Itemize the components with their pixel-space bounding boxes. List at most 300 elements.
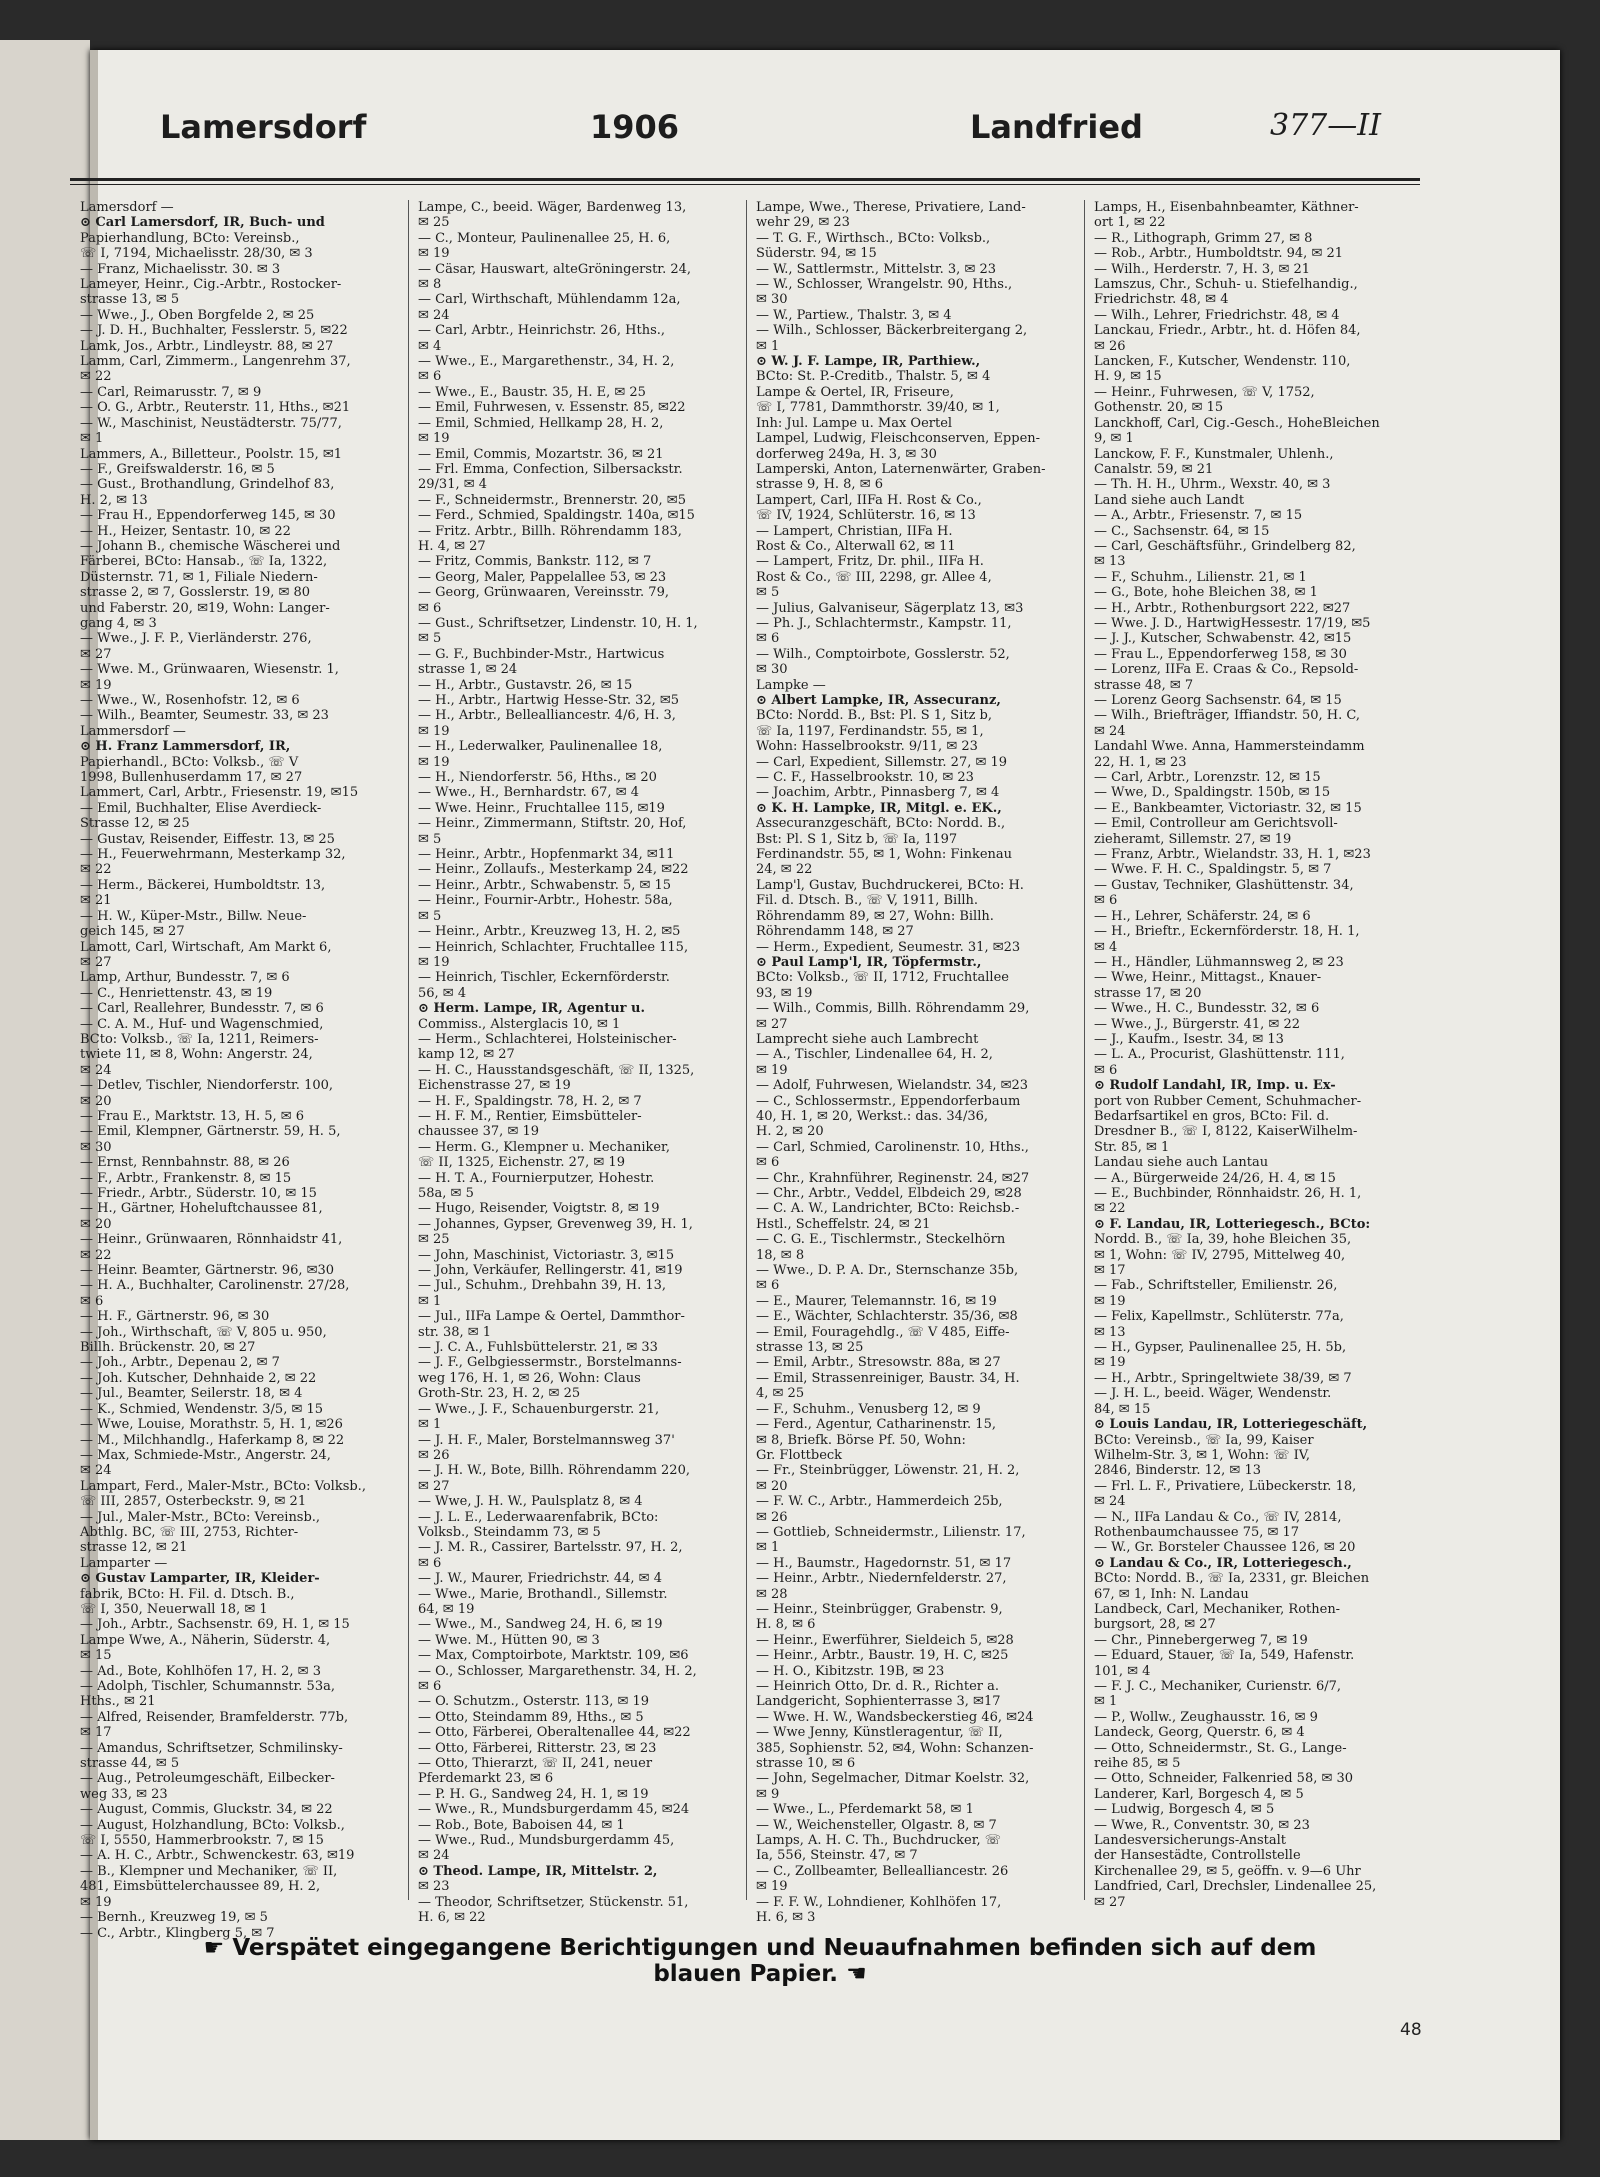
directory-entry-line: BCto: Vereinsb., ☏ Ia, 99, Kaiser	[1094, 1432, 1314, 1448]
directory-entry-line: — Heinr., Ewerführer, Sieldeich 5, ✉28	[756, 1632, 1014, 1648]
directory-entry-line: strasse 17, ✉ 20	[1094, 985, 1202, 1001]
directory-entry-line: — Lampert, Christian, IIFa H.	[756, 523, 953, 539]
directory-entry-line: strasse 9, H. 8, ✉ 6	[756, 477, 883, 493]
directory-entry-line: — T. G. F., Wirthsch., BCto: Volksb.,	[756, 230, 991, 246]
directory-entry-line: — A., Tischler, Lindenallee 64, H. 2,	[756, 1047, 993, 1063]
directory-entry-line: — J. D. H., Buchhalter, Fesslerstr. 5, ✉22	[80, 323, 348, 339]
directory-entry-line: ✉ 9	[756, 1786, 780, 1802]
directory-entry-line: Volksb., Steindamm 73, ✉ 5	[418, 1524, 601, 1540]
directory-entry-line: ✉ 22	[80, 862, 112, 878]
directory-entry-line: Rost & Co., Alterwall 62, ✉ 11	[756, 538, 956, 554]
directory-entry-line: — Frl. L. F., Privatiere, Lübeckerstr. 18,	[1094, 1478, 1357, 1494]
directory-entry-line: — Ferd., Agentur, Catharinenstr. 15,	[756, 1417, 996, 1433]
directory-entry-line: strasse 10, ✉ 6	[756, 1756, 856, 1772]
directory-entry-line: Lampe Wwe, A., Näherin, Süderstr. 4,	[80, 1632, 331, 1648]
directory-entry-line: — Wwe. Heinr., Fruchtallee 115, ✉19	[418, 800, 665, 816]
directory-entry-line: Lamperski, Anton, Laternenwärter, Graben-	[756, 461, 1046, 477]
directory-entry-line: 2846, Binderstr. 12, ✉ 13	[1094, 1463, 1261, 1479]
directory-entry-line: — Heinr., Arbtr., Kreuzweg 13, H. 2, ✉5	[418, 924, 681, 940]
directory-entry-line: — Otto, Schneider, Falkenried 58, ✉ 30	[1094, 1771, 1354, 1787]
directory-entry-line: Lanckow, F. F., Kunstmaler, Uhlenh.,	[1094, 446, 1334, 462]
left-page-edge	[0, 40, 90, 2140]
directory-entry-line: Lamparter —	[80, 1555, 168, 1571]
directory-entry-line: — Wwe Jenny, Künstleragentur, ☏ II,	[756, 1725, 1003, 1741]
directory-entry-line: ✉ 19	[418, 954, 450, 970]
directory-entry-line: ✉ 6	[418, 369, 442, 385]
directory-entry-line: 4, ✉ 25	[756, 1386, 805, 1402]
directory-entry-line: — Gottlieb, Schneidermstr., Lilienstr. 17,	[756, 1524, 1026, 1540]
directory-entry-line: ✉ 5	[418, 631, 442, 647]
directory-entry-line: — August, Holzhandlung, BCto: Volksb.,	[80, 1817, 345, 1833]
directory-entry-line: Friedrichstr. 48, ✉ 4	[1094, 292, 1229, 308]
directory-entry-line: Landahl Wwe. Anna, Hammersteindamm	[1094, 739, 1365, 755]
directory-entry-line: dorferweg 249a, H. 3, ✉ 30	[756, 446, 937, 462]
directory-entry-line: — W., Partiew., Thalstr. 3, ✉ 4	[756, 307, 952, 323]
directory-entry-line: — Heinr., Steinbrügger, Grabenstr. 9,	[756, 1601, 1003, 1617]
directory-entry-line: — Heinr., Fuhrwesen, ☏ V, 1752,	[1094, 384, 1315, 400]
directory-column-4	[1094, 200, 1412, 1910]
directory-entry-line: — Wwe, R., Conventstr. 30, ✉ 23	[1094, 1817, 1310, 1833]
directory-entry-line: weg 176, H. 1, ✉ 26, Wohn: Claus	[418, 1370, 641, 1386]
directory-entry-line: Röhrendamm 89, ✉ 27, Wohn: Billh.	[756, 908, 994, 924]
directory-entry-line: — Gust., Schriftsetzer, Lindenstr. 10, H. 1,	[418, 615, 698, 631]
directory-entry-line: ✉ 13	[1094, 1324, 1126, 1340]
directory-entry-line: — A. H. C., Arbtr., Schwenckestr. 63, ✉19	[80, 1848, 355, 1864]
directory-entry-line: Pferdemarkt 23, ✉ 6	[418, 1771, 554, 1787]
directory-entry-line: Lampert, Carl, IIFa H. Rost & Co.,	[756, 492, 982, 508]
directory-entry-line: — H., Gypser, Paulinenallee 25, H. 5b,	[1094, 1340, 1347, 1356]
directory-entry-line: — Chr., Pinnebergerweg 7, ✉ 19	[1094, 1632, 1308, 1648]
directory-entry-line: ⊙ Landau & Co., IR, Lotteriegesch.,	[1094, 1555, 1352, 1571]
directory-entry-line: Lampke —	[756, 677, 826, 693]
directory-entry-line: — F., Schuhm., Venusberg 12, ✉ 9	[756, 1401, 981, 1417]
directory-entry-line: — W., Sattlermstr., Mittelstr. 3, ✉ 23	[756, 261, 997, 277]
directory-entry-line: ✉ 22	[80, 369, 112, 385]
directory-entry-line: — Carl, Expedient, Sillemstr. 27, ✉ 19	[756, 754, 1008, 770]
directory-entry-line: ✉ 30	[756, 292, 788, 308]
directory-entry-line: Lamps, H., Eisenbahnbeamter, Käthner-	[1094, 200, 1359, 215]
directory-entry-line: — Carl, Reimarusstr. 7, ✉ 9	[80, 384, 262, 400]
directory-entry-line: — Johann B., chemische Wäscherei und	[80, 538, 341, 554]
directory-entry-line: 29/31, ✉ 4	[418, 477, 488, 493]
directory-entry-line: 22, H. 1, ✉ 23	[1094, 754, 1187, 770]
directory-entry-line: ✉ 19	[418, 431, 450, 447]
directory-entry-line: — W., Gr. Borsteler Chaussee 126, ✉ 20	[1094, 1540, 1356, 1556]
directory-column-3	[756, 200, 1074, 1926]
directory-entry-line: — J. H. L., beeid. Wäger, Wendenstr.	[1094, 1386, 1332, 1402]
directory-entry-line: Lammersdorf —	[80, 723, 186, 739]
directory-entry-line: und Faberstr. 20, ✉19, Wohn: Langer-	[80, 600, 330, 616]
directory-entry-line: — H., Lederwalker, Paulinenallee 18,	[418, 739, 663, 755]
directory-entry-line: ✉ 19	[756, 1879, 788, 1895]
directory-entry-line: ✉ 6	[1094, 1062, 1118, 1078]
directory-entry-line: BCto: Volksb., ☏ II, 1712, Fruchtallee	[756, 970, 1009, 986]
directory-entry-line: 93, ✉ 19	[756, 985, 813, 1001]
directory-entry-line: — Jul., IIFa Lampe & Oertel, Dammthor-	[418, 1309, 685, 1325]
directory-entry-line: ⊙ Gustav Lamparter, IR, Kleider-	[80, 1571, 320, 1587]
directory-entry-line: ✉ 30	[756, 662, 788, 678]
directory-entry-line: ☏ I, 7781, Dammthorstr. 39/40, ✉ 1,	[756, 400, 1000, 416]
directory-entry-line: Landesversicherungs-Anstalt	[1094, 1833, 1287, 1849]
directory-entry-line: — Wwe. M., Grünwaaren, Wiesenstr. 1,	[80, 662, 339, 678]
directory-entry-line: — Chr., Krahnführer, Reginenstr. 24, ✉27	[756, 1170, 1030, 1186]
directory-columns	[80, 200, 1430, 1941]
directory-entry-line: — Friedr., Arbtr., Süderstr. 10, ✉ 15	[80, 1186, 317, 1201]
directory-entry-line: — Theodor, Schriftsetzer, Stückenstr. 51,	[418, 1894, 689, 1910]
directory-entry-line: — August, Commis, Gluckstr. 34, ✉ 22	[80, 1802, 333, 1818]
directory-entry-line: Commiss., Alsterglacis 10, ✉ 1	[418, 1016, 621, 1032]
directory-entry-line: ✉ 20	[80, 1216, 112, 1232]
directory-entry-line: — Wilh., Comptoirbote, Gosslerstr. 52,	[756, 646, 1010, 662]
directory-entry-line: Strasse 12, ✉ 25	[80, 816, 190, 832]
directory-entry-line: — Wilh., Herderstr. 7, H. 3, ✉ 21	[1094, 261, 1311, 277]
directory-entry-line: ✉ 15	[80, 1648, 112, 1664]
directory-entry-line: — Wwe., J. F., Schauenburgerstr. 21,	[418, 1401, 660, 1417]
directory-entry-line: fabrik, BCto: H. Fil. d. Dtsch. B.,	[80, 1586, 295, 1602]
directory-entry-line: — C. G. E., Tischlermstr., Steckelhörn	[756, 1232, 1006, 1248]
directory-entry-line: — C., Zollbeamter, Bellealliancestr. 26	[756, 1863, 1009, 1879]
directory-entry-line: Hths., ✉ 21	[80, 1694, 156, 1710]
directory-entry-line: — Wwe., E., Baustr. 35, H. E, ✉ 25	[418, 384, 646, 400]
directory-entry-line: — Emil, Fouragehdlg., ☏ V 485, Eiffe-	[756, 1324, 1010, 1340]
directory-entry-line: — J. L. E., Lederwaarenfabrik, BCto:	[418, 1509, 659, 1525]
directory-entry-line: ✉ 6	[418, 1679, 442, 1694]
directory-entry-line: ✉ 20	[80, 1093, 112, 1109]
directory-entry-line: — Emil, Controlleur am Gerichtsvoll-	[1094, 816, 1338, 832]
directory-entry-line: — Lorenz, IIFa E. Craas & Co., Repsold-	[1094, 662, 1359, 678]
directory-entry-line: — Hugo, Reisender, Voigtstr. 8, ✉ 19	[418, 1201, 660, 1217]
directory-entry-line: — F. W. C., Arbtr., Hammerdeich 25b,	[756, 1494, 1003, 1510]
directory-entry-line: Lamp, Arthur, Bundesstr. 7, ✉ 6	[80, 970, 290, 986]
directory-entry-line: ✉ 8	[418, 277, 442, 293]
directory-entry-line: — Heinr., Zollaufs., Mesterkamp 24, ✉22	[418, 862, 689, 878]
directory-entry-line: — Wwe. J. D., HartwigHessestr. 17/19, ✉5	[1094, 615, 1371, 631]
directory-entry-line: ✉ 28	[756, 1586, 788, 1602]
directory-entry-line: H. 6, ✉ 3	[756, 1910, 816, 1926]
directory-entry-line: — Carl, Geschäftsführ., Grindelberg 82,	[1094, 538, 1356, 554]
directory-entry-line: — F., Greifswalderstr. 16, ✉ 5	[80, 461, 275, 477]
directory-entry-line: ☏ I, 5550, Hammerbrookstr. 7, ✉ 15	[80, 1833, 324, 1849]
column-divider	[746, 200, 747, 1900]
directory-entry-line: — Felix, Kapellmstr., Schlüterstr. 77a,	[1094, 1309, 1344, 1325]
directory-entry-line: strasse 1, ✉ 24	[418, 662, 518, 678]
directory-entry-line: — Eduard, Stauer, ☏ Ia, 549, Hafenstr.	[1094, 1648, 1355, 1664]
directory-entry-line: H. 2, ✉ 13	[80, 492, 148, 508]
directory-entry-line: Land siehe auch Landt	[1094, 492, 1245, 508]
directory-entry-line: — Ernst, Rennbahnstr. 88, ✉ 26	[80, 1155, 290, 1171]
directory-entry-line: H. 4, ✉ 27	[418, 538, 486, 554]
directory-entry-line: Lamszus, Chr., Schuh- u. Stiefelhandig.,	[1094, 277, 1358, 293]
directory-entry-line: — Rob., Arbtr., Humboldtstr. 94, ✉ 21	[1094, 246, 1344, 262]
directory-entry-line: Nordd. B., ☏ Ia, 39, hohe Bleichen 35,	[1094, 1232, 1352, 1248]
directory-entry-line: Lanckau, Friedr., Arbtr., ht. d. Höfen 84,	[1094, 323, 1361, 339]
directory-entry-line: — A., Arbtr., Friesenstr. 7, ✉ 15	[1094, 508, 1303, 524]
directory-entry-line: ✉ 25	[418, 215, 450, 231]
directory-entry-line: — Max, Schmiede-Mstr., Angerstr. 24,	[80, 1447, 331, 1463]
directory-entry-line: Bedarfsartikel en gros, BCto: Fil. d.	[1094, 1108, 1330, 1124]
directory-entry-line: ⊙ Theod. Lampe, IR, Mittelstr. 2,	[418, 1863, 658, 1879]
directory-entry-line: Röhrendamm 148, ✉ 27	[756, 924, 914, 940]
directory-entry-line: — Joh., Arbtr., Sachsenstr. 69, H. 1, ✉ 15	[80, 1617, 350, 1633]
directory-entry-line: — Alfred, Reisender, Bramfelderstr. 77b,	[80, 1709, 349, 1725]
directory-entry-line: weg 33, ✉ 23	[80, 1786, 168, 1802]
directory-entry-line: ort 1, ✉ 22	[1094, 215, 1166, 231]
directory-entry-line: — Heinr., Arbtr., Niedernfelderstr. 27,	[756, 1571, 1007, 1587]
directory-entry-line: — Wwe, D., Spaldingstr. 150b, ✉ 15	[1094, 785, 1331, 801]
directory-entry-line: — Ferd., Schmied, Spaldingstr. 140a, ✉15	[418, 508, 695, 524]
directory-entry-line: ✉ 27	[418, 1478, 450, 1494]
directory-entry-line: geich 145, ✉ 27	[80, 924, 185, 940]
directory-entry-line: — Bernh., Kreuzweg 19, ✉ 5	[80, 1910, 268, 1926]
directory-entry-line: ✉ 24	[1094, 723, 1126, 739]
directory-entry-line: — Wwe. M., Hütten 90, ✉ 3	[418, 1632, 600, 1648]
directory-entry-line: — Ph. J., Schlachtermstr., Kampstr. 11,	[756, 615, 1012, 631]
directory-entry-line: — Georg, Grünwaaren, Vereinsstr. 79,	[418, 585, 669, 601]
directory-entry-line: ⊙ Paul Lamp'l, IR, Töpfermstr.,	[756, 954, 982, 970]
directory-entry-line: — Emil, Schmied, Hellkamp 28, H. 2,	[418, 415, 664, 431]
directory-entry-line: Düsternstr. 71, ✉ 1, Filiale Niedern-	[80, 569, 318, 585]
directory-entry-line: ✉ 4	[1094, 939, 1118, 955]
directory-entry-line: Süderstr. 94, ✉ 15	[756, 246, 877, 262]
directory-entry-line: Lampart, Ferd., Maler-Mstr., BCto: Volksb.,	[80, 1478, 366, 1494]
directory-entry-line: — H. O., Kibitzstr. 19B, ✉ 23	[756, 1663, 945, 1679]
directory-entry-line: — C., Arbtr., Klingberg 5, ✉ 7	[80, 1925, 275, 1941]
directory-entry-line: Lamprecht siehe auch Lambrecht	[756, 1031, 979, 1047]
directory-entry-line: 101, ✉ 4	[1094, 1663, 1151, 1679]
directory-entry-line: — Frau H., Eppendorferweg 145, ✉ 30	[80, 508, 336, 524]
directory-entry-line: ✉ 22	[80, 1247, 112, 1263]
directory-entry-line: — Wwe., Rud., Mundsburgerdamm 45,	[418, 1833, 675, 1849]
directory-entry-line: ✉ 30	[80, 1139, 112, 1155]
directory-entry-line: — W., Weichensteller, Olgastr. 8, ✉ 7	[756, 1817, 997, 1833]
directory-entry-line: ✉ 24	[418, 307, 450, 323]
directory-entry-line: 64, ✉ 19	[418, 1601, 475, 1617]
directory-entry-line: ✉ 19	[418, 246, 450, 262]
directory-entry-line: — H., Arbtr., Bellealliancestr. 4/6, H. 3,	[418, 708, 676, 724]
directory-entry-line: strasse 44, ✉ 5	[80, 1756, 180, 1772]
directory-entry-line: — O., Schlosser, Margarethenstr. 34, H. 2,	[418, 1663, 697, 1679]
directory-entry-line: — Gustav, Reisender, Eiffestr. 13, ✉ 25	[80, 831, 335, 847]
directory-entry-line: H. 2, ✉ 20	[756, 1124, 824, 1140]
directory-entry-line: Rost & Co., ☏ III, 2298, gr. Allee 4,	[756, 569, 992, 585]
directory-entry-line: — R., Lithograph, Grimm 27, ✉ 8	[1094, 230, 1313, 246]
directory-entry-line: — Heinr., Grünwaaren, Rönnhaidstr 41,	[80, 1232, 343, 1248]
directory-entry-line: — G., Bote, hohe Bleichen 38, ✉ 1	[1094, 585, 1318, 601]
directory-entry-line: — Gust., Brothandlung, Grindelhof 83,	[80, 477, 335, 493]
directory-entry-line: — Frau L., Eppendorferweg 158, ✉ 30	[1094, 646, 1347, 662]
header-first-entry: Lamersdorf	[160, 108, 367, 146]
directory-entry-line: — H., Arbtr., Hartwig Hesse-Str. 32, ✉5	[418, 693, 680, 708]
directory-entry-line: — Otto, Steindamm 89, Hths., ✉ 5	[418, 1709, 644, 1725]
directory-entry-line: — Wwe, J. H. W., Paulsplatz 8, ✉ 4	[418, 1494, 643, 1510]
directory-entry-line: ⊙ K. H. Lampke, IR, Mitgl. e. EK.,	[756, 800, 1002, 816]
directory-entry-line: — Frl. Emma, Confection, Silbersackstr.	[418, 461, 683, 477]
directory-entry-line: — W., Schlosser, Wrangelstr. 90, Hths.,	[756, 277, 1013, 293]
directory-entry-line: ✉ 27	[1094, 1894, 1126, 1910]
directory-entry-line: port von Rubber Cement, Schuhmacher-	[1094, 1093, 1362, 1109]
directory-entry-line: — Wwe., J., Bürgerstr. 41, ✉ 22	[1094, 1016, 1301, 1032]
directory-entry-line: — Wwe., E., Margarethenstr., 34, H. 2,	[418, 354, 675, 370]
directory-entry-line: — Heinrich, Tischler, Eckernförderstr.	[418, 970, 670, 986]
directory-entry-line: BCto: Nordd. B., Bst: Pl. S 1, Sitz b,	[756, 708, 993, 724]
directory-entry-line: kamp 12, ✉ 27	[418, 1047, 515, 1063]
directory-entry-line: — J. W., Maurer, Friedrichstr. 44, ✉ 4	[418, 1571, 662, 1587]
directory-entry-line: — Carl, Reallehrer, Bundesstr. 7, ✉ 6	[80, 1001, 324, 1017]
directory-entry-line: Landau siehe auch Lantau	[1094, 1155, 1269, 1171]
directory-entry-line: — H. T. A., Fournierputzer, Hohestr.	[418, 1170, 655, 1186]
directory-entry-line: — Otto, Schneidermstr., St. G., Lange-	[1094, 1740, 1347, 1756]
directory-entry-line: — G. F., Buchbinder-Mstr., Hartwicus	[418, 646, 665, 662]
directory-entry-line: — Herm., Bäckerei, Humboldtstr. 13,	[80, 877, 326, 893]
directory-entry-line: — Wilh., Briefträger, Iffiandstr. 50, H. C,	[1094, 708, 1360, 724]
directory-entry-line: Wohn: Hasselbrookstr. 9/11, ✉ 23	[756, 739, 978, 755]
directory-entry-line: — Carl, Schmied, Carolinenstr. 10, Hths.,	[756, 1139, 1029, 1155]
directory-entry-line: ✉ 6	[756, 1155, 780, 1171]
directory-entry-line: — P., Wollw., Zeughausstr. 16, ✉ 9	[1094, 1709, 1318, 1725]
directory-entry-line: ✉ 6	[756, 1278, 780, 1294]
directory-entry-line: — Ludwig, Borgesch 4, ✉ 5	[1094, 1802, 1275, 1818]
directory-entry-line: Lampe, Wwe., Therese, Privatiere, Land-	[756, 200, 1026, 215]
directory-entry-line: — Wwe, Louise, Morathstr. 5, H. 1, ✉26	[80, 1417, 343, 1433]
directory-entry-line: — Otto, Färberei, Ritterstr. 23, ✉ 23	[418, 1740, 657, 1756]
directory-entry-line: ⊙ F. Landau, IR, Lotteriegesch., BCto:	[1094, 1216, 1371, 1232]
directory-entry-line: ✉ 24	[1094, 1494, 1126, 1510]
directory-entry-line: Papierhandl., BCto: Volksb., ☏ V	[80, 754, 299, 770]
directory-entry-line: Groth-Str. 23, H. 2, ✉ 25	[418, 1386, 581, 1402]
directory-entry-line: Hstl., Scheffelstr. 24, ✉ 21	[756, 1216, 931, 1232]
directory-entry-line: — H. A., Buchhalter, Carolinenstr. 27/28,	[80, 1278, 350, 1294]
directory-entry-line: — H., Brieftr., Eckernförderstr. 18, H. 1,	[1094, 924, 1360, 940]
directory-entry-line: — K., Schmied, Wendenstr. 3/5, ✉ 15	[80, 1401, 324, 1417]
directory-entry-line: ✉ 1	[80, 431, 104, 447]
directory-entry-line: — A., Bürgerweide 24/26, H. 4, ✉ 15	[1094, 1170, 1336, 1186]
directory-entry-line: Lampe & Oertel, IR, Friseure,	[756, 384, 954, 400]
directory-entry-line: — Julius, Galvaniseur, Sägerplatz 13, ✉3	[756, 600, 1024, 616]
directory-entry-line: — H. W., Küper-Mstr., Billw. Neue-	[80, 908, 307, 924]
directory-entry-line: zieheramt, Sillemstr. 27, ✉ 19	[1094, 831, 1292, 847]
directory-entry-line: ☏ II, 1325, Eichenstr. 27, ✉ 19	[418, 1155, 625, 1171]
directory-entry-line: Canalstr. 59, ✉ 21	[1094, 461, 1214, 477]
directory-entry-line: — Wwe., M., Sandweg 24, H. 6, ✉ 19	[418, 1617, 663, 1633]
column-divider	[1084, 200, 1085, 1900]
directory-entry-line: — J. F., Gelbgiessermstr., Borstelmanns-	[418, 1355, 682, 1371]
directory-entry-line: H. 6, ✉ 22	[418, 1910, 486, 1926]
directory-entry-line: — Fritz, Commis, Bankstr. 112, ✉ 7	[418, 554, 652, 570]
directory-entry-line: — Heinr., Arbtr., Hopfenmarkt 34, ✉11	[418, 847, 675, 863]
pointing-hand-left-icon: ☛	[203, 1935, 225, 1961]
directory-entry-line: — J. H. F., Maler, Borstelmannsweg 37'	[418, 1432, 675, 1448]
directory-entry-line: — Adolph, Tischler, Schumannstr. 53a,	[80, 1679, 335, 1694]
directory-entry-line: 56, ✉ 4	[418, 985, 467, 1001]
directory-entry-line: Lamm, Carl, Zimmerm., Langenrehm 37,	[80, 354, 351, 370]
directory-entry-line: — Otto, Thierarzt, ☏ II, 241, neuer	[418, 1756, 653, 1772]
directory-entry-line: 84, ✉ 15	[1094, 1401, 1151, 1417]
directory-entry-line: ✉ 27	[80, 646, 112, 662]
directory-entry-line: H. 8, ✉ 6	[756, 1617, 816, 1633]
header-page-number: 377—II	[1270, 108, 1381, 143]
directory-entry-line: — Amandus, Schriftsetzer, Schmilinsky-	[80, 1740, 343, 1756]
directory-entry-line: ✉ 26	[756, 1509, 788, 1525]
directory-entry-line: ⊙ H. Franz Lammersdorf, IR,	[80, 739, 291, 755]
directory-entry-line: Lammert, Carl, Arbtr., Friesenstr. 19, ✉15	[80, 785, 359, 801]
directory-entry-line: — Emil, Arbtr., Stresowstr. 88a, ✉ 27	[756, 1355, 1001, 1371]
directory-entry-line: ✉ 1	[756, 1540, 780, 1556]
directory-entry-line: — Fab., Schriftsteller, Emilienstr. 26,	[1094, 1278, 1338, 1294]
directory-entry-line: — J., Kaufm., Isestr. 34, ✉ 13	[1094, 1031, 1284, 1047]
directory-entry-line: — H. C., Hausstandsgeschäft, ☏ II, 1325,	[418, 1062, 695, 1078]
directory-entry-line: — H., Händler, Lühmannsweg 2, ✉ 23	[1094, 954, 1344, 970]
directory-entry-line: — E., Maurer, Telemannstr. 16, ✉ 19	[756, 1293, 997, 1309]
directory-entry-line: Gr. Flottbeck	[756, 1447, 843, 1463]
directory-entry-line: ✉ 6	[418, 600, 442, 616]
footer-text: Verspätet eingegangene Berichtigungen und Neuaufnahmen befinden sich auf dem blauen Papier.	[232, 1935, 1317, 1987]
directory-entry-line: Fil. d. Dtsch. B., ☏ V, 1911, Billh.	[756, 893, 979, 909]
directory-entry-line: — J. J., Kutscher, Schwabenstr. 42, ✉15	[1094, 631, 1352, 647]
directory-entry-line: — Franz, Arbtr., Wielandstr. 33, H. 1, ✉23	[1094, 847, 1371, 863]
directory-entry-line: — Johannes, Gypser, Grevenweg 39, H. 1,	[418, 1216, 693, 1232]
directory-entry-line: — John, Verkäufer, Rellingerstr. 41, ✉19	[418, 1263, 683, 1279]
directory-entry-line: reihe 85, ✉ 5	[1094, 1756, 1181, 1772]
directory-entry-line: — Cäsar, Hauswart, alteGröningerstr. 24,	[418, 261, 692, 277]
directory-entry-line: ⊙ Rudolf Landahl, IR, Imp. u. Ex-	[1094, 1078, 1336, 1094]
directory-entry-line: — Otto, Färberei, Oberaltenallee 44, ✉22	[418, 1725, 691, 1741]
directory-entry-line: ⊙ Louis Landau, IR, Lotteriegeschäft,	[1094, 1417, 1368, 1433]
directory-entry-line: der Hansestädte, Controllstelle	[1094, 1848, 1301, 1864]
directory-entry-line: — H., Arbtr., Rothenburgsort 222, ✉27	[1094, 600, 1351, 616]
page-header	[70, 108, 1420, 178]
directory-entry-line: Lancken, F., Kutscher, Wendenstr. 110,	[1094, 354, 1351, 370]
directory-entry-line: — F. J. C., Mechaniker, Curienstr. 6/7,	[1094, 1679, 1342, 1694]
directory-entry-line: Lamott, Carl, Wirtschaft, Am Markt 6,	[80, 939, 332, 955]
directory-entry-line: — C. A. M., Huf- und Wagenschmied,	[80, 1016, 324, 1032]
directory-entry-line: 24, ✉ 22	[756, 862, 813, 878]
directory-entry-line: Färberei, BCto: Hansab., ☏ Ia, 1322,	[80, 554, 328, 570]
directory-entry-line: ✉ 17	[1094, 1263, 1126, 1279]
directory-entry-line: — Wwe., J., Oben Borgfelde 2, ✉ 25	[80, 307, 315, 323]
directory-entry-line: BCto: Volksb., ☏ Ia, 1211, Reimers-	[80, 1031, 319, 1047]
directory-entry-line: — F., Arbtr., Frankenstr. 8, ✉ 15	[80, 1170, 292, 1186]
directory-entry-line: — Max, Comptoirbote, Marktstr. 109, ✉6	[418, 1648, 689, 1664]
directory-entry-line: ⊙ Herm. Lampe, IR, Agentur u.	[418, 1001, 646, 1017]
directory-entry-line: ✉ 27	[80, 954, 112, 970]
directory-entry-line: — Joachim, Arbtr., Pinnasberg 7, ✉ 4	[756, 785, 1000, 801]
directory-entry-line: ✉ 5	[418, 831, 442, 847]
directory-entry-line: — E., Buchbinder, Rönnhaidstr. 26, H. 1,	[1094, 1186, 1362, 1201]
directory-entry-line: — Wwe., R., Mundsburgerdamm 45, ✉24	[418, 1802, 690, 1818]
directory-entry-line: Lameyer, Heinr., Cig.-Arbtr., Rostocker-	[80, 277, 342, 293]
directory-entry-line: — C. F., Hasselbrookstr. 10, ✉ 23	[756, 770, 974, 786]
directory-entry-line: ✉ 1	[418, 1293, 442, 1309]
directory-entry-line: — Heinr., Fournir-Arbtr., Hohestr. 58a,	[418, 893, 673, 909]
directory-entry-line: — Wilh., Beamter, Seumestr. 33, ✉ 23	[80, 708, 329, 724]
directory-entry-line: — Fr., Steinbrügger, Löwenstr. 21, H. 2,	[756, 1463, 1020, 1479]
directory-entry-line: ✉ 20	[756, 1478, 788, 1494]
directory-entry-line: Eichenstrasse 27, ✉ 19	[418, 1078, 571, 1094]
directory-entry-line: — Wwe., W., Rosenhofstr. 12, ✉ 6	[80, 693, 300, 708]
directory-entry-line: Wilhelm-Str. 3, ✉ 1, Wohn: ☏ IV,	[1094, 1447, 1311, 1463]
directory-entry-line: — Joh., Wirthschaft, ☏ V, 805 u. 950,	[80, 1324, 327, 1340]
directory-entry-line: — Wwe. F. H. C., Spaldingstr. 5, ✉ 7	[1094, 862, 1332, 878]
directory-entry-line: Rothenbaumchaussee 75, ✉ 17	[1094, 1524, 1300, 1540]
directory-entry-line: — Heinrich Otto, Dr. d. R., Richter a.	[756, 1679, 1000, 1694]
directory-entry-line: — B., Klempner und Mechaniker, ☏ II,	[80, 1863, 338, 1879]
directory-entry-line: H. 9, ✉ 15	[1094, 369, 1162, 385]
directory-entry-line: ✉ 1	[418, 1417, 442, 1433]
directory-entry-line: Lanckhoff, Carl, Cig.-Gesch., HoheBleichen	[1094, 415, 1380, 431]
directory-entry-line: ✉ 19	[1094, 1293, 1126, 1309]
directory-entry-line: — W., Maschinist, Neustädterstr. 75/77,	[80, 415, 342, 431]
header-rule	[70, 178, 1420, 181]
